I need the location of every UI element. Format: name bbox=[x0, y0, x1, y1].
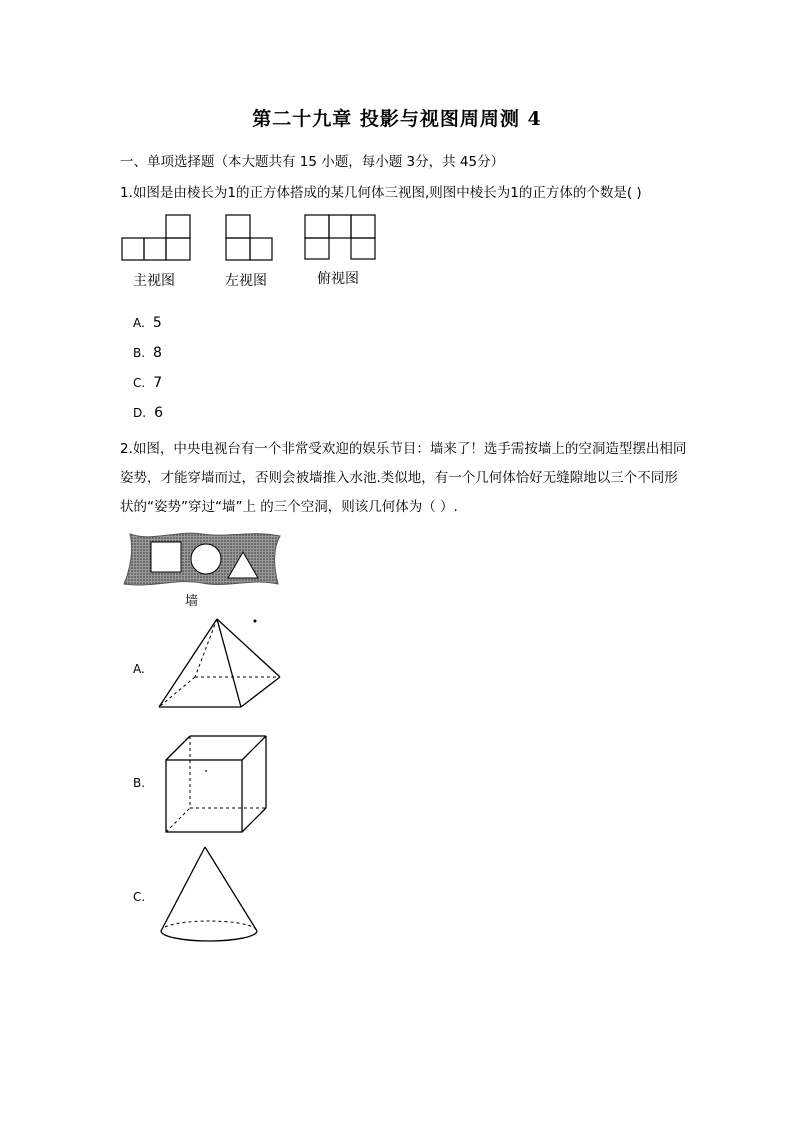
wall-figure bbox=[122, 528, 282, 590]
q2-option-c-letter[interactable]: C. bbox=[133, 890, 146, 904]
q1-option-a[interactable] bbox=[133, 315, 162, 331]
q2-option-b-letter[interactable]: B. bbox=[133, 776, 146, 790]
option-letter: C. bbox=[133, 376, 146, 390]
option-value: 7 bbox=[153, 375, 163, 391]
option-letter: A. bbox=[133, 316, 145, 330]
q2-option-a-letter[interactable]: A. bbox=[133, 662, 145, 676]
option-value: 5 bbox=[152, 315, 162, 331]
cube-icon[interactable] bbox=[164, 734, 270, 836]
option-value: 6 bbox=[154, 405, 163, 421]
top-view-label: 俯视图 bbox=[317, 271, 359, 287]
three-views-figure bbox=[120, 212, 380, 262]
circle-hole-icon bbox=[191, 544, 221, 574]
section-heading: 一、单项选择题（本大题共有 15 小题，每小题 3分，共 45分） bbox=[120, 154, 505, 170]
square-pyramid-icon[interactable] bbox=[155, 615, 285, 710]
q1-option-c[interactable] bbox=[133, 375, 162, 391]
question-2-text: 2.如图，中央电视台有一个非常受欢迎的娱乐节目：墙来了！选手需按墙上的空洞造型摆出相同姿势，才能穿墙而过，否则会被墙推入水池.类似地，有一个几何体恰好无缝隙地以三个不同形状的“姿势”穿过“墙”上 的三个空洞，则该几何体为（ ）. bbox=[120, 441, 687, 515]
option-value: 8 bbox=[153, 345, 162, 361]
square-hole-icon bbox=[151, 542, 181, 572]
q1-option-d[interactable] bbox=[133, 405, 163, 421]
front-view-label: 主视图 bbox=[133, 273, 175, 289]
side-view-label: 左视图 bbox=[225, 273, 267, 289]
q1-option-b[interactable] bbox=[133, 345, 162, 361]
cone-icon[interactable] bbox=[157, 845, 267, 945]
page-title: 第二十九章 投影与视图周周测 4 bbox=[252, 108, 542, 130]
wall-label: 墙 bbox=[185, 594, 199, 609]
option-letter: B. bbox=[133, 346, 146, 360]
option-letter: D. bbox=[133, 406, 147, 420]
question-1-text: 1.如图是由棱长为1的正方体搭成的某几何体三视图,则图中棱长为1的正方体的个数是( ) bbox=[120, 185, 642, 201]
